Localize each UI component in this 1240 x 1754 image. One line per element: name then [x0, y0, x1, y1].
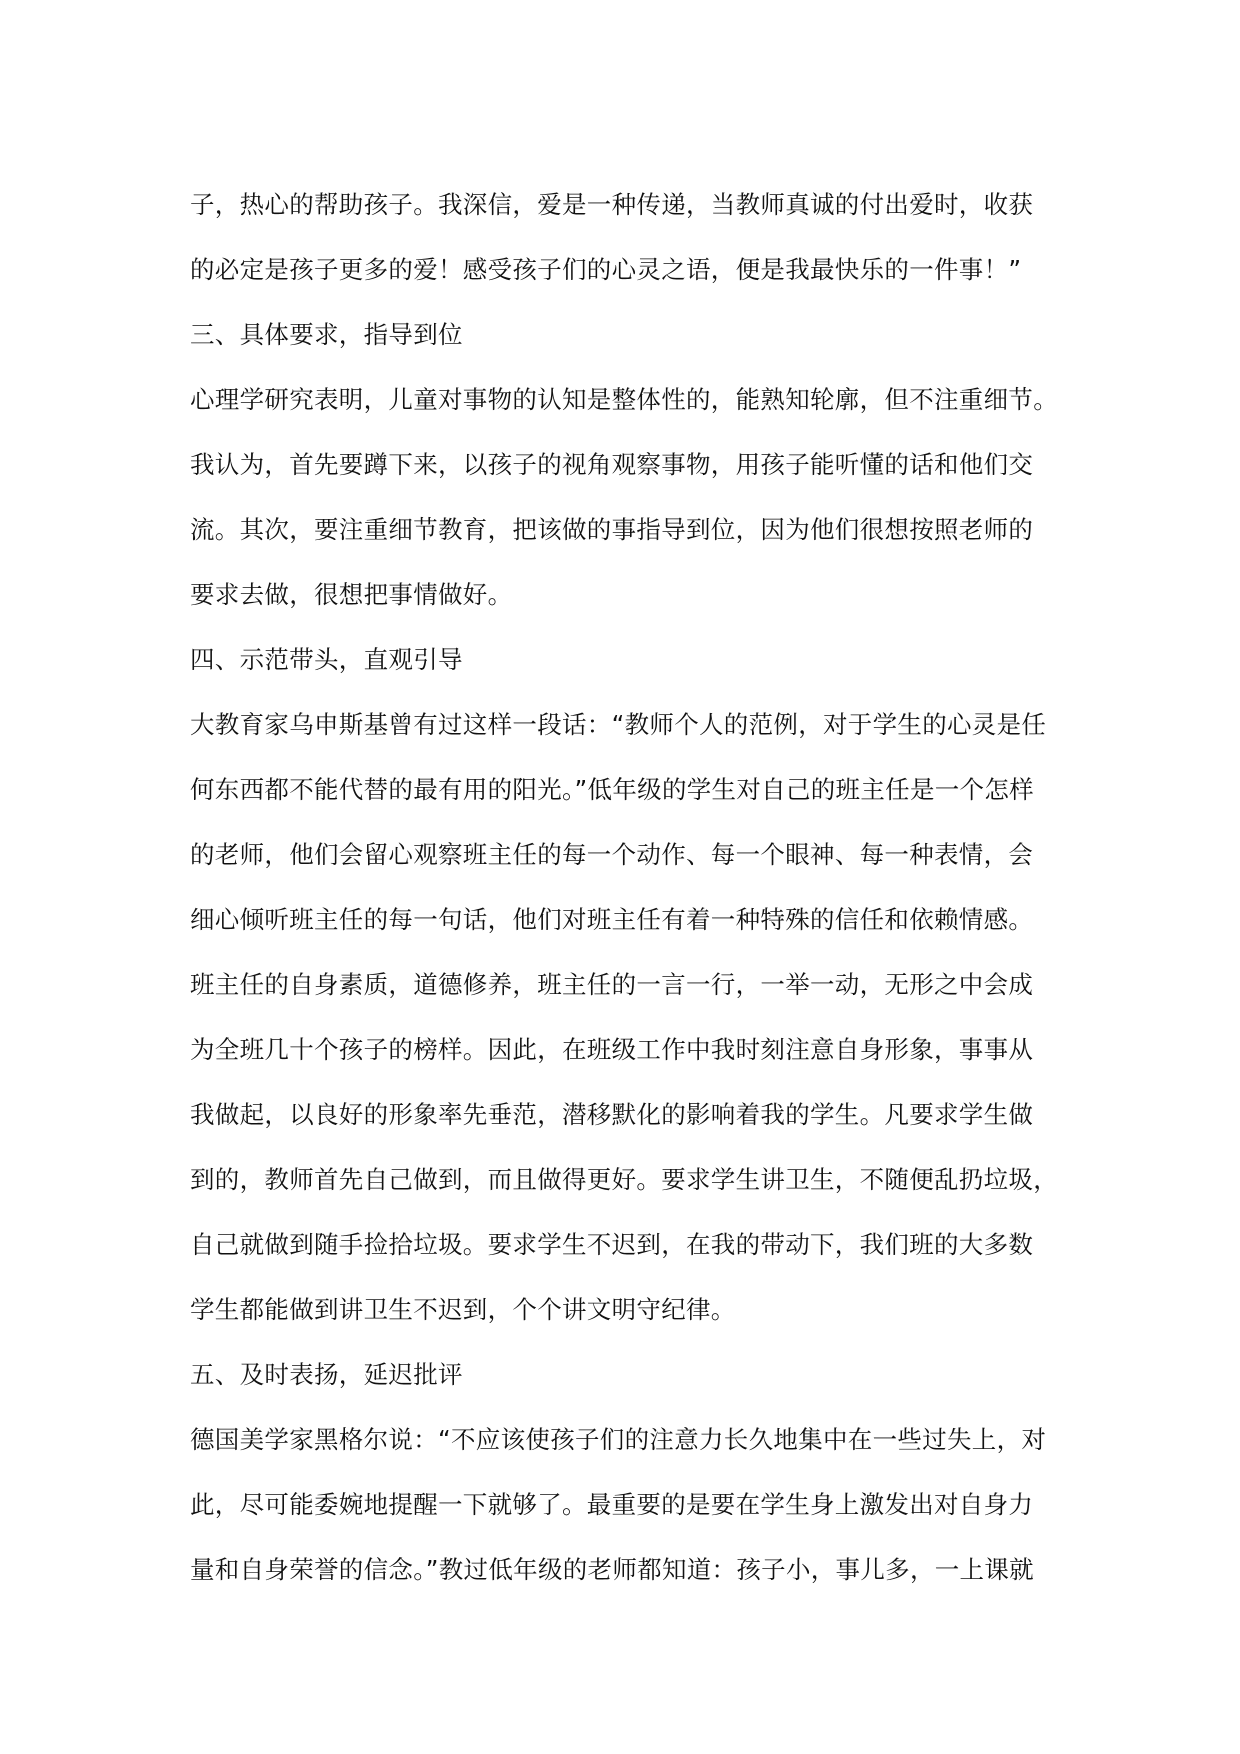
text-line: 子，热心的帮助孩子。我深信，爱是一种传递，当教师真诚的付出爱时，收获 [190, 190, 1034, 219]
section-heading: 四、示范带头，直观引导 [190, 645, 463, 674]
text-line: 量和自身荣誉的信念。”教过低年级的老师都知道：孩子小，事儿多，一上课就 [190, 1555, 1034, 1584]
text-line: 要求去做，很想把事情做好。 [190, 580, 513, 609]
text-line: 细心倾听班主任的每一句话，他们对班主任有着一种特殊的信任和依赖情感。 [190, 905, 1034, 934]
text-line: 到的，教师首先自己做到，而且做得更好。要求学生讲卫生，不随便乱扔垃圾， [190, 1165, 1058, 1194]
text-line: 此，尽可能委婉地提醒一下就够了。最重要的是要在学生身上激发出对自身力 [190, 1490, 1034, 1519]
section-heading: 三、具体要求，指导到位 [190, 320, 463, 349]
text-line: 为全班几十个孩子的榜样。因此，在班级工作中我时刻注意自身形象，事事从 [190, 1035, 1034, 1064]
body-text [190, 172, 1070, 1602]
text-line: 班主任的自身素质，道德修养，班主任的一言一行，一举一动，无形之中会成 [190, 970, 1034, 999]
text-line: 我做起，以良好的形象率先垂范，潜移默化的影响着我的学生。凡要求学生做 [190, 1100, 1034, 1129]
text-line: 何东西都不能代替的最有用的阳光。”低年级的学生对自己的班主任是一个怎样 [190, 775, 1034, 804]
text-line: 我认为，首先要蹲下来，以孩子的视角观察事物，用孩子能听懂的话和他们交 [190, 450, 1034, 479]
text-line: 大教育家乌申斯基曾有过这样一段话：“教师个人的范例，对于学生的心灵是任 [190, 710, 1047, 739]
text-line: 学生都能做到讲卫生不迟到，个个讲文明守纪律。 [190, 1295, 736, 1324]
text-line: 心理学研究表明，儿童对事物的认知是整体性的，能熟知轮廓，但不注重细节。 [190, 385, 1058, 414]
text-line: 自己就做到随手捡拾垃圾。要求学生不迟到，在我的带动下，我们班的大多数 [190, 1230, 1034, 1259]
text-line: 的老师，他们会留心观察班主任的每一个动作、每一个眼神、每一种表情，会 [190, 840, 1034, 869]
text-line: 流。其次，要注重细节教育，把该做的事指导到位，因为他们很想按照老师的 [190, 515, 1034, 544]
text-line: 的必定是孩子更多的爱！感受孩子们的心灵之语，便是我最快乐的一件事！” [190, 255, 1022, 284]
text-line: 德国美学家黑格尔说：“不应该使孩子们的注意力长久地集中在一些过失上，对 [190, 1425, 1047, 1454]
section-heading: 五、及时表扬，延迟批评 [190, 1360, 463, 1389]
